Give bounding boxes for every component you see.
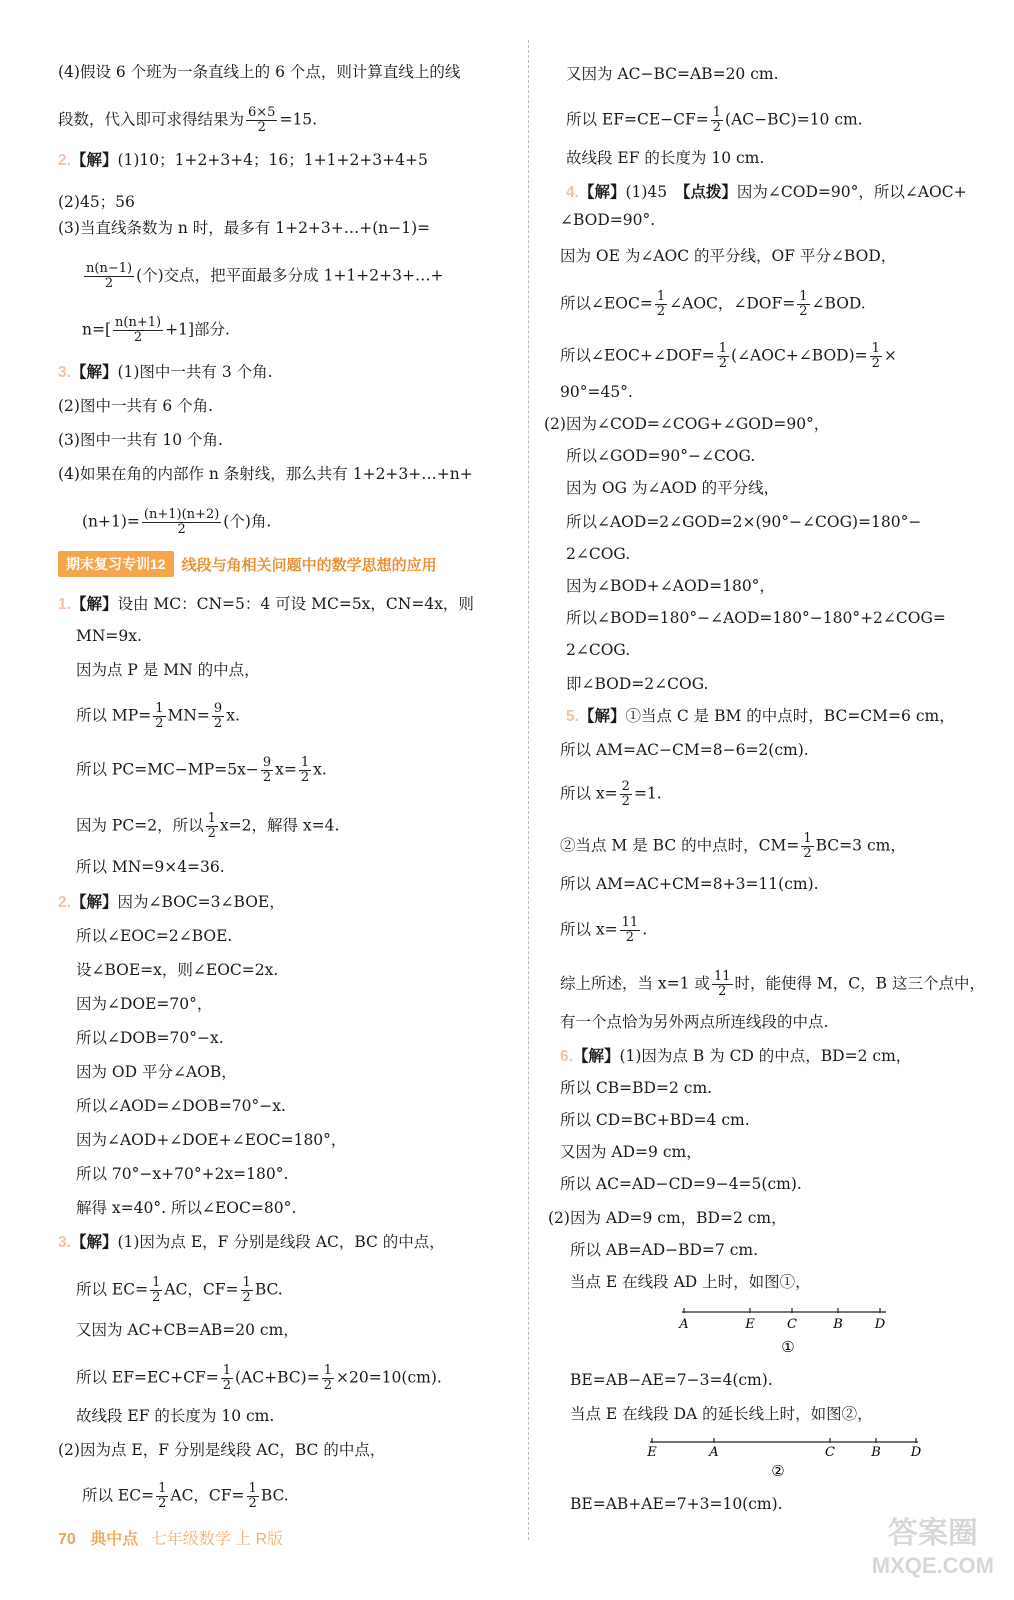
text-run: 所以 AM=AC−CM=8−6=2(cm). [560,741,809,759]
watermark-line2: MXQE.COM [871,1553,994,1578]
watermark [872,1518,994,1582]
text-run: 综上所述，当 x=1 或 [560,974,710,993]
text-run: . [642,920,648,939]
text-line [76,1364,442,1393]
numerator: 1 [222,1363,232,1378]
book-title: 七年级数学 上 R版 [150,1531,284,1548]
numerator: 1 [158,1481,167,1496]
fraction [870,342,882,371]
text-run: 即∠BOD=2∠COG. [566,675,709,693]
text-line [76,960,278,980]
text-run: x. [226,706,240,725]
text-line [560,1046,911,1067]
text-run: 因为∠DOE=70°， [76,995,213,1013]
text-run: 2∠COG. [566,545,631,563]
question-number: 3. [58,1234,71,1251]
denominator: 2 [656,304,666,319]
text-run: 解得 x=40°. 所以∠EOC=80°. [76,1199,297,1217]
text-run: (4)如果在角的内部作 n 条射线，那么共有 1+2+3+…+n+ [58,465,473,483]
text-line [560,780,662,809]
text-run: ∠BOD. [811,294,866,313]
text-run: 所以∠EOC+∠DOF= [560,346,715,365]
text-run: 所以 MP= [76,706,152,725]
text-run: 所以∠BOD=180°−∠AOD=180°−180°+2∠COG= [566,609,946,627]
text-line [76,1096,286,1116]
text-run: × [883,346,897,365]
fraction [717,342,729,371]
text-run: 又因为 AD=9 cm， [560,1143,702,1161]
text-run: (AC−BC)=10 cm. [725,110,863,129]
denominator: 2 [718,984,727,999]
denominator: 2 [242,1290,251,1305]
text-line [560,874,819,894]
text-line [76,756,327,785]
fraction [241,1276,253,1305]
text-line [76,857,225,877]
text-line [76,660,260,680]
text-line [566,576,775,596]
text-run: 所以 x= [560,784,618,803]
denominator: 2 [625,930,635,945]
fraction [261,756,273,785]
text-run: BC. [260,1486,289,1505]
numerator: 9 [213,701,223,716]
fraction [620,916,641,945]
text-line [560,970,985,999]
text-line [76,926,232,946]
numerator: 6×5 [248,105,276,120]
text-run: 设∠BOE=x，则∠EOC=2x. [76,961,279,979]
numerator: 1 [656,289,666,304]
text-line [548,1208,787,1228]
text-run: 因为∠BOD+∠AOD=180°， [566,577,775,595]
point-label: E [745,1317,755,1332]
fraction [156,1482,168,1511]
numerator: 11 [621,915,639,930]
column-divider [528,40,529,1540]
text-run: 所以∠AOD=2∠GOD=2×(90°−∠COG)=180°− [566,513,922,531]
answer-label: 【解】 [70,596,118,613]
text-line [58,594,474,615]
text-run: 2∠COG. [566,641,631,659]
denominator: 2 [207,826,216,841]
text-run: 所以 EF=CE−CF= [566,110,709,129]
numerator: 1 [152,1275,161,1290]
text-line [566,148,764,168]
text-line [560,210,655,230]
question-number: 4. [566,184,579,201]
text-run: 所以 MN=9×4=36. [76,858,225,876]
denominator: 2 [262,770,272,785]
text-run: (个)交点，把平面最多分成 1+1+2+3+…+ [136,266,444,285]
text-line [76,1198,296,1218]
text-run: 因为∠AOD+∠DOE+∠EOC=180°， [76,1131,347,1149]
text-line [560,246,896,266]
text-line [76,1276,283,1305]
denominator: 2 [213,716,223,731]
answer-label: 【解】 [578,708,626,725]
fraction [299,756,311,785]
question-number: 2. [58,894,71,911]
text-run: BE=AB+AE=7+3=10(cm). [570,1495,783,1513]
point-label: A [679,1317,689,1332]
text-line [58,362,273,383]
text-run: x. [313,760,327,779]
text-run: 所以∠EOC=2∠BOE. [76,927,233,945]
text-run: (1)45 [625,183,683,201]
text-run: (2)45；56 [58,193,135,211]
answer-label: 【解】 [70,152,118,169]
numerator: 9 [262,755,272,770]
text-run: ×20=10(cm). [335,1368,442,1387]
text-line [58,1232,445,1253]
text-line [560,916,647,945]
text-line [544,414,829,434]
denominator: 2 [158,1496,167,1511]
fraction [246,106,277,135]
text-run: 当点 E 在线段 AD 上时，如图①， [570,1273,811,1291]
text-run: AC，CF= [164,1280,239,1299]
text-line [76,1406,274,1426]
question-number: 6. [560,1048,573,1065]
fraction [712,970,733,999]
numerator: 1 [803,831,812,846]
numerator: 1 [300,755,310,770]
denominator: 2 [155,716,164,731]
text-line [76,702,240,731]
brand-logo: 典中点 [90,1531,139,1548]
text-run: 故线段 EF 的长度为 10 cm. [566,149,765,167]
text-run: 又因为 AC−BC=AB=20 cm. [566,65,779,83]
fraction [322,1364,334,1393]
answer-label: 【解】 [70,364,118,381]
text-run: ∠AOC，∠DOF= [669,294,796,313]
numerator: 2 [621,779,630,794]
figure-caption: ① [781,1338,795,1356]
text-line [58,892,285,913]
text-line [566,608,946,628]
text-line [58,192,135,212]
point-label: E [647,1445,657,1460]
text-run: ①当点 C 是 BM 的中点时，BC=CM=6 cm， [625,707,955,725]
text-line [58,1440,385,1460]
answer-label: 【解】 [70,894,118,911]
text-run: x=2，解得 x=4. [219,816,340,835]
text-run: 因为∠COD=90°，所以∠AOC+ [736,183,967,201]
text-run: =1. [633,784,662,803]
text-run: 因为点 P 是 MN 的中点， [76,661,260,679]
numerator: 1 [871,341,880,356]
denominator: 2 [104,276,114,291]
text-run: 有一个点恰为另外两点所连线段的中点. [560,1013,829,1031]
text-run: (AC+BC)= [235,1368,320,1387]
text-line [76,812,339,841]
text-line [58,396,213,416]
denominator: 2 [222,1378,232,1393]
hint-label: 【点拨】 [682,184,737,201]
fraction [153,702,165,731]
text-line [76,994,212,1014]
numerator: 1 [323,1363,332,1378]
text-line [560,832,906,861]
text-run: (2)因为点 E，F 分别是线段 AC，BC 的中点， [58,1441,386,1459]
text-line [76,1062,237,1082]
numerator: (n+1)(n+2) [143,507,220,522]
text-run: MN=9x. [76,627,142,645]
text-line [560,342,897,371]
denominator: 2 [177,522,186,537]
text-run: 当点 E 在线段 DA 的延长线上时，如图②， [570,1405,873,1423]
section-title: 线段与角相关问题中的数学思想的应用 [181,556,437,574]
text-line [58,430,223,450]
denominator: 2 [718,356,728,371]
text-run: ∠BOD=90°. [560,211,656,229]
text-line [566,478,779,498]
text-run: 90°=45°. [560,383,633,401]
text-line [560,1174,802,1194]
text-run: =15. [279,110,318,129]
text-run: 所以 CD=BC+BD=4 cm. [560,1111,750,1129]
fraction [711,106,723,135]
point-label: D [910,1445,922,1460]
numerator: 1 [207,811,216,826]
denominator: 2 [712,120,722,135]
text-line [566,674,708,694]
point-label: D [874,1317,886,1332]
text-run: 所以 x= [560,920,618,939]
text-run: (∠AOC+∠BOD)= [731,346,868,365]
section-header [58,552,437,576]
text-run: 设由 MC：CN=5：4 可设 MC=5x，CN=4x，则 [117,595,474,613]
denominator: 2 [871,356,880,371]
text-line [566,446,755,466]
text-run: (n+1)= [82,512,140,531]
text-run: 所以∠DOB=70°−x. [76,1029,224,1047]
fraction [212,702,224,731]
question-number: 3. [58,364,71,381]
text-run: 所以∠EOC= [560,294,653,313]
numerator: 1 [718,341,728,356]
watermark-line1: 答案圈 [887,1517,978,1550]
text-run: 所以 PC=MC−MP=5x− [76,760,259,779]
numerator: 1 [248,1481,257,1496]
fraction [142,508,221,537]
text-run: 所以 70°−x+70°+2x=180°. [76,1165,289,1183]
fraction [797,290,809,319]
text-run: (3)当直线条数为 n 时，最多有 1+2+3+…+(n−1)= [58,219,431,237]
text-run: 所以 EC= [76,1280,149,1299]
text-run: 又因为 AC+CB=AB=20 cm， [76,1321,299,1339]
fraction [113,316,163,345]
text-line [58,150,428,171]
text-line [82,262,443,291]
text-run: n=[ [82,320,112,339]
text-line [566,106,863,135]
text-run: MN= [167,706,210,725]
text-line [58,218,430,238]
numerator: 1 [799,289,808,304]
question-number: 5. [566,708,579,725]
answer-label: 【解】 [578,184,626,201]
numerator: 1 [242,1275,251,1290]
text-run: 故线段 EF 的长度为 10 cm. [76,1407,275,1425]
text-line [570,1494,783,1514]
text-run: 所以∠AOD=∠DOB=70°−x. [76,1097,286,1115]
text-line [566,512,921,532]
text-line [570,1272,811,1292]
text-run: 段数，代入即可求得结果为 [58,110,245,129]
text-line [560,1110,750,1130]
text-run: BC. [254,1280,283,1299]
fraction [84,262,134,291]
text-run: 所以 AB=AD−BD=7 cm. [570,1241,759,1259]
text-run: 所以 AM=AC+CM=8+3=11(cm). [560,875,819,893]
text-run: 所以 AC=AD−CD=9−4=5(cm). [560,1175,802,1193]
point-label: C [787,1317,797,1332]
text-line [566,182,967,203]
text-run: (1)图中一共有 3 个角. [117,363,273,381]
text-line [58,62,460,82]
text-run: (1)10；1+2+3+4；16；1+1+2+3+4+5 [117,151,428,169]
text-line [76,1320,299,1340]
numerator: 1 [155,701,164,716]
figure-2 [640,1432,930,1486]
denominator: 2 [621,794,630,809]
text-run: AC，CF= [170,1486,245,1505]
denominator: 2 [152,1290,161,1305]
text-line [76,626,142,646]
text-run: 所以∠GOD=90°−∠COG. [566,447,756,465]
figure-caption: ② [771,1462,785,1480]
point-label: A [709,1445,719,1460]
text-line [58,106,317,135]
page-footer [58,1526,283,1549]
question-number: 2. [58,152,71,169]
text-run: +1]部分. [165,320,230,339]
denominator: 2 [323,1378,332,1393]
denominator: 2 [300,770,310,785]
text-line [76,1164,288,1184]
text-run: 因为 OD 平分∠AOB， [76,1063,237,1081]
text-run: ②当点 M 是 BC 的中点时，CM= [560,836,800,855]
text-line [82,316,230,345]
text-run: BC=3 cm， [815,836,906,855]
text-run: (2)因为 AD=9 cm，BD=2 cm， [548,1209,787,1227]
section-tag: 期末复习专训12 [58,551,174,577]
text-line [58,464,473,484]
text-run: (1)因为点 B 为 CD 的中点，BD=2 cm， [619,1047,912,1065]
text-line [82,1482,289,1511]
question-number: 1. [58,596,71,613]
answer-label: 【解】 [572,1048,620,1065]
text-line [560,1078,712,1098]
fraction [655,290,667,319]
point-label: C [825,1445,835,1460]
text-line [560,382,633,402]
answer-label: 【解】 [70,1234,118,1251]
text-line [560,740,809,760]
fraction [247,1482,259,1511]
numerator: 11 [713,969,731,984]
text-run: 因为∠BOC=3∠BOE， [117,893,285,911]
fraction [221,1364,233,1393]
text-line [76,1028,224,1048]
denominator: 2 [257,120,266,135]
text-run: (4)假设 6 个班为一条直线上的 6 个点，则计算直线上的线 [58,63,461,81]
fraction [801,832,813,861]
text-line [570,1404,873,1424]
text-line [560,290,866,319]
text-line [566,544,630,564]
text-line [566,706,955,727]
text-run: (2)图中一共有 6 个角. [58,397,214,415]
text-line [560,1012,828,1032]
text-run: (2)因为∠COD=∠COG+∠GOD=90°， [544,415,830,433]
denominator: 2 [248,1496,257,1511]
text-line [82,508,271,537]
text-line [566,64,779,84]
numerator: n(n−1) [86,261,133,276]
text-run: (个)角. [223,512,272,531]
text-run: (3)图中一共有 10 个角. [58,431,223,449]
denominator: 2 [803,846,812,861]
page-number: 70 [58,1531,76,1548]
figure-1 [670,1300,900,1360]
text-run: 因为 OG 为∠AOD 的平分线， [566,479,780,497]
text-run: 所以 EC= [82,1486,155,1505]
text-run: 所以 EF=EC+CF= [76,1368,219,1387]
numerator: n(n+1) [115,315,162,330]
text-line [570,1240,758,1260]
text-line [570,1370,773,1390]
text-run: 因为 OE 为∠AOC 的平分线，OF 平分∠BOD， [560,247,897,265]
point-label: B [871,1445,881,1460]
fraction [620,780,632,809]
text-line [560,1142,702,1162]
text-run: (1)因为点 E，F 分别是线段 AC，BC 的中点， [117,1233,445,1251]
text-run: x= [275,760,297,779]
text-run: 因为 PC=2，所以 [76,816,204,835]
text-run: 时，能使得 M，C，B 这三个点中， [734,974,985,993]
text-line [76,1130,346,1150]
denominator: 2 [799,304,808,319]
text-line [566,640,630,660]
denominator: 2 [133,330,143,345]
point-label: B [833,1317,843,1332]
fraction [150,1276,162,1305]
fraction [206,812,218,841]
text-run: BE=AB−AE=7−3=4(cm). [570,1371,773,1389]
numerator: 1 [712,105,722,120]
text-run: 所以 CB=BD=2 cm. [560,1079,713,1097]
